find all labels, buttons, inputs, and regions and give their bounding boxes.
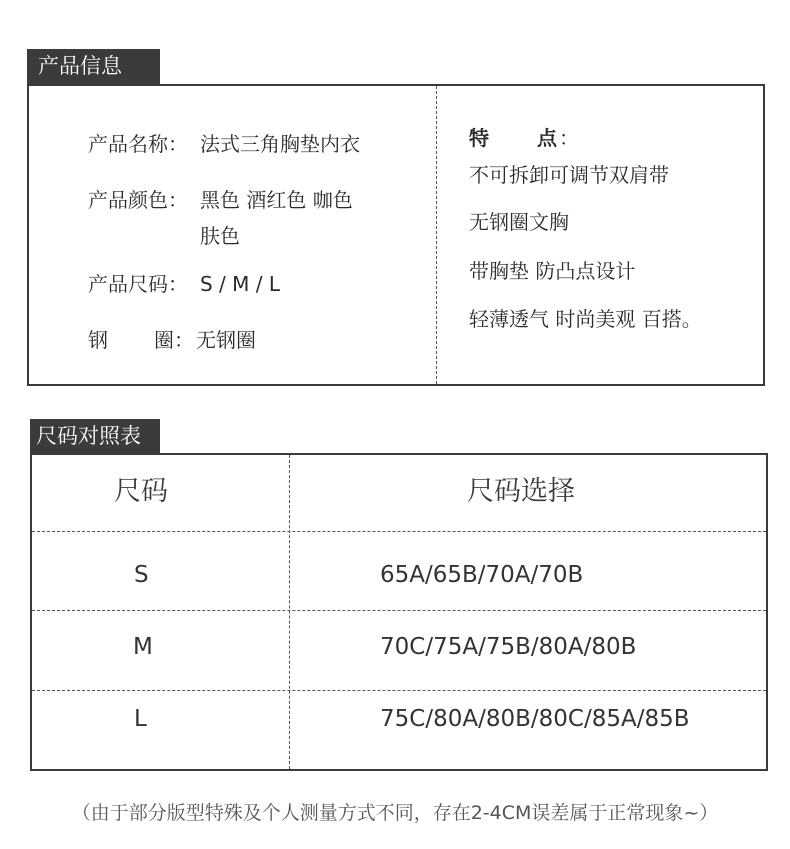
feature-item: 轻薄透气 时尚美观 百搭。 (469, 307, 702, 331)
size-options-cell: 75C/80A/80B/80C/85A/85B (380, 706, 690, 732)
size-chart-row-divider (32, 531, 766, 532)
features-label-colon: ： (559, 126, 579, 150)
product-size-label: 产品尺码： (88, 272, 188, 296)
feature-item: 带胸垫 防凸点设计 (469, 259, 636, 283)
size-chart-tab (30, 419, 160, 453)
size-options-cell: 65A/65B/70A/70B (380, 562, 584, 588)
size-chart-row-divider (32, 690, 766, 691)
product-name-label: 产品名称： (88, 132, 188, 156)
size-header: 尺码 (114, 476, 168, 507)
product-color-label: 产品颜色： (88, 188, 188, 212)
size-options-cell: 70C/75A/75B/80A/80B (380, 634, 637, 660)
product-info-title: 产品信息 (38, 54, 122, 78)
product-info-divider (436, 86, 437, 384)
product-color-value-line1: 黑色 酒红色 咖色 (200, 188, 353, 212)
product-name-value: 法式三角胸垫内衣 (200, 132, 360, 156)
size-options-header: 尺码选择 (467, 476, 575, 507)
product-info-tab (27, 49, 160, 84)
steel-label-char2: 圈： (154, 328, 194, 352)
size-cell: M (133, 634, 153, 660)
size-chart-title: 尺码对照表 (36, 423, 141, 448)
product-size-value: S / M / L (200, 272, 280, 296)
product-color-value-line2: 肤色 (200, 224, 240, 248)
size-cell: S (134, 562, 149, 588)
sizing-note: （由于部分版型特殊及个人测量方式不同，存在2-4CM误差属于正常现象~） (71, 802, 719, 824)
size-chart-row-divider (32, 610, 766, 611)
steel-label-char1: 钢 (88, 328, 108, 352)
features-label-char1: 特 (469, 126, 489, 150)
feature-item: 无钢圈文胸 (469, 210, 569, 234)
size-chart-column-divider (289, 455, 290, 769)
steel-value: 无钢圈 (196, 328, 256, 352)
size-cell: L (134, 706, 147, 732)
feature-item: 不可拆卸可调节双肩带 (469, 163, 669, 187)
product-info-box (27, 84, 765, 386)
features-label-char2: 点 (537, 126, 557, 150)
